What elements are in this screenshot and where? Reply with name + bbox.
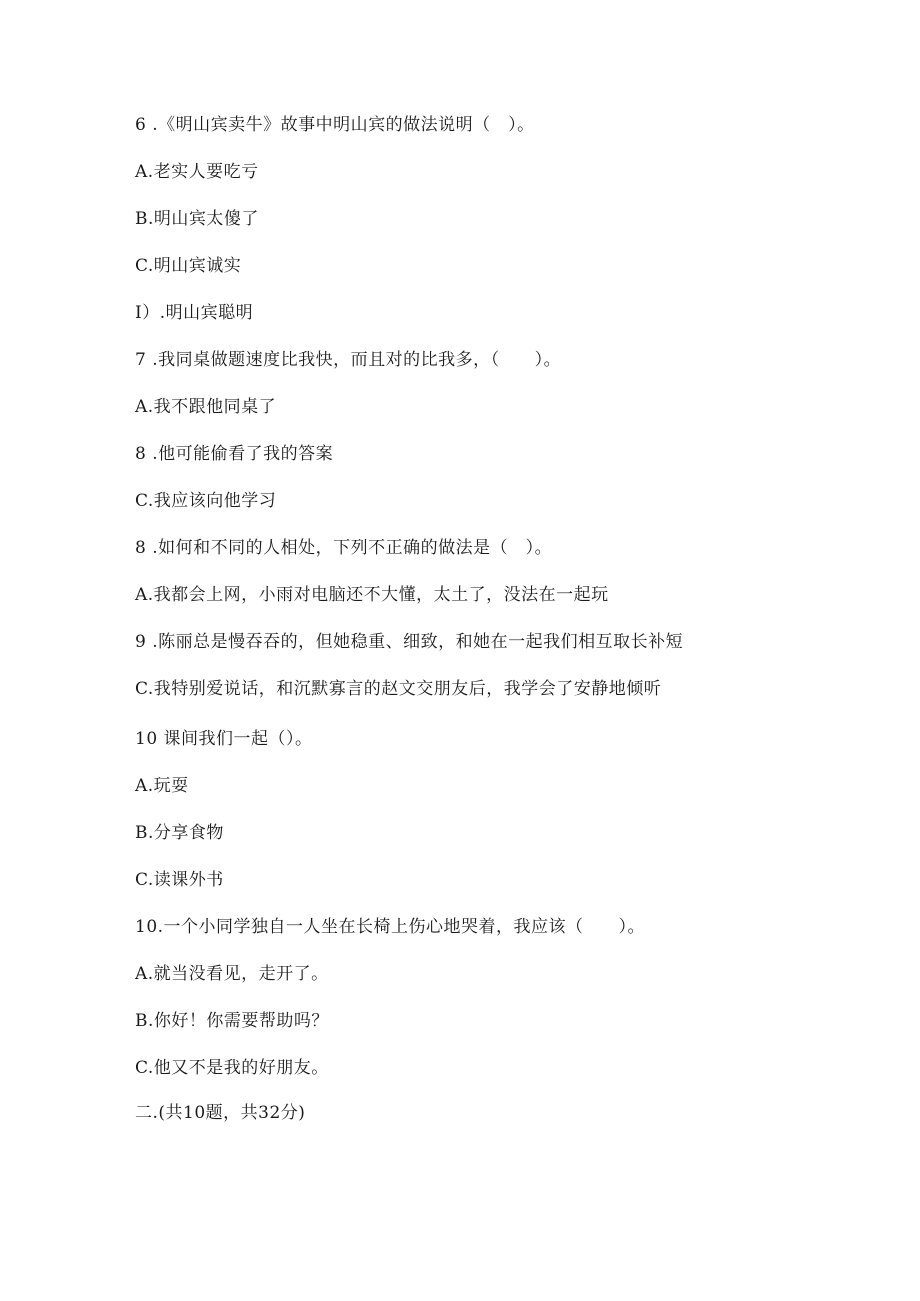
question-7: 7 .我同桌做题速度比我快，而且对的比我多，（ ）。: [135, 350, 562, 370]
question-7-option-b: 8 .他可能偷看了我的答案: [135, 444, 334, 464]
question-9-option-a: A.玩耍: [135, 776, 189, 796]
question-10-option-b: B.你好！你需要帮助吗？: [135, 1011, 329, 1031]
question-6-option-d: I）.明山宾聪明: [135, 303, 254, 323]
section-two-heading: 二.(共10题，共32分): [135, 1103, 306, 1123]
question-7-option-a: A.我不跟他同桌了: [135, 397, 277, 417]
question-6: 6 .《明山宾卖牛》故事中明山宾的做法说明（ ）。: [135, 115, 535, 135]
question-7-option-c: C.我应该向他学习: [135, 491, 277, 511]
question-8-option-b: 9 .陈丽总是慢吞吞的，但她稳重、细致，和她在一起我们相互取长补短: [135, 632, 684, 652]
question-10: 10.一个小同学独自一人坐在长椅上伤心地哭着，我应该（ ）。: [135, 917, 646, 937]
question-6-option-a: A.老实人要吃亏: [135, 162, 259, 182]
question-6-option-c: C.明山宾诚实: [135, 256, 242, 276]
question-9-option-b: B.分享食物: [135, 823, 224, 843]
question-10-option-c: C.他又不是我的好朋友。: [135, 1058, 329, 1078]
question-8-option-c: C.我特别爱说话，和沉默寡言的赵文交朋友后，我学会了安静地倾听: [135, 679, 662, 699]
question-9: 10 课间我们一起（）。: [135, 729, 313, 749]
question-9-option-c: C.读课外书: [135, 870, 224, 890]
question-10-option-a: A.就当没看见，走开了。: [135, 964, 329, 984]
question-8: 8 .如何和不同的人相处，下列不正确的做法是（ ）。: [135, 538, 553, 558]
question-8-option-a: A.我都会上网，小雨对电脑还不大懂，太土了，没法在一起玩: [135, 585, 609, 605]
question-6-option-b: B.明山宾太傻了: [135, 209, 259, 229]
